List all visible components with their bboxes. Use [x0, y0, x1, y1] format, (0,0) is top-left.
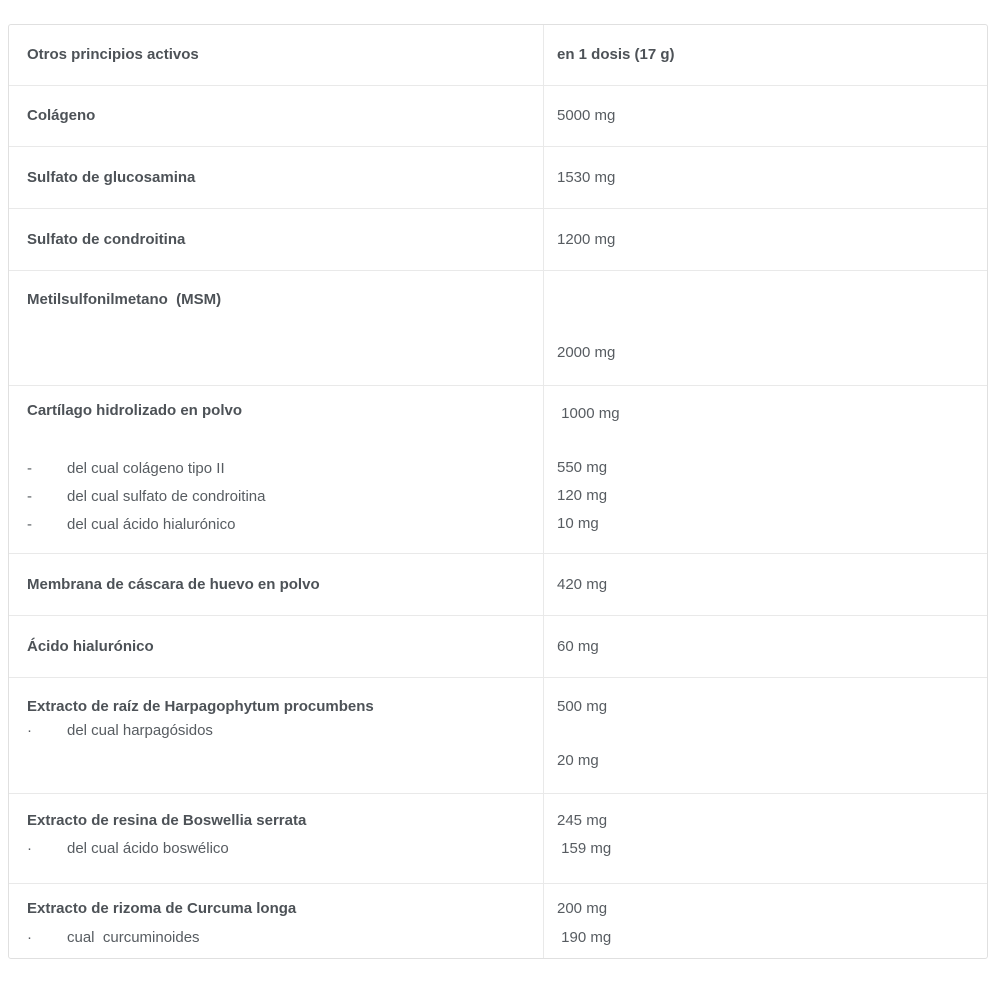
sub-ingredient-amount: 10 mg — [557, 515, 599, 532]
ingredient-amount: 500 mg — [557, 698, 608, 715]
ingredient-cell — [9, 678, 543, 793]
table-row — [9, 615, 987, 677]
ingredient-name: Extracto de raíz de Harpagophytum procumbens — [27, 698, 374, 715]
amount-cell — [543, 554, 987, 615]
ingredient-name: Colágeno — [27, 107, 96, 124]
ingredient-cell — [9, 147, 543, 208]
sub-ingredient-row — [27, 925, 533, 951]
ingredient-amount: 60 mg — [557, 637, 599, 655]
ingredient-cell — [9, 86, 543, 146]
sub-ingredient-name: cual curcuminoides — [67, 929, 200, 946]
ingredient-amount: 1530 mg — [557, 168, 616, 186]
ingredient-amount: 1200 mg — [557, 230, 616, 248]
ingredient-name: Metilsulfonilmetano (MSM) — [27, 291, 222, 308]
ingredients-table — [8, 24, 988, 959]
amount-cell — [543, 386, 987, 553]
sub-ingredient-name: del cual harpagósidos — [67, 722, 213, 739]
table-row — [9, 385, 987, 553]
ingredient-cell — [9, 884, 543, 958]
sub-ingredient-row — [27, 717, 533, 744]
table-row — [9, 553, 987, 615]
sub-ingredient-list — [27, 925, 533, 951]
ingredient-amount: 420 mg — [557, 575, 608, 593]
amount-cell — [543, 678, 987, 793]
amount-cell — [543, 209, 987, 270]
sub-ingredient-row — [27, 455, 533, 483]
sub-ingredient-list — [27, 836, 533, 862]
sub-ingredient-amount: 550 mg — [557, 459, 608, 476]
list-bullet: - — [27, 516, 32, 533]
ingredient-cell — [9, 794, 543, 883]
amount-cell — [543, 884, 987, 958]
ingredient-name: Sulfato de condroitina — [27, 230, 186, 248]
table-row — [9, 85, 987, 146]
sub-ingredient-amount: 190 mg — [557, 929, 612, 946]
ingredient-amount: 1000 mg — [557, 405, 620, 422]
amount-cell — [543, 794, 987, 883]
list-bullet: · — [27, 929, 32, 946]
table-row — [9, 146, 987, 208]
list-bullet: · — [27, 840, 32, 857]
ingredient-name: Ácido hialurónico — [27, 637, 154, 655]
table-row — [9, 677, 987, 793]
list-bullet: - — [27, 488, 32, 505]
sub-ingredient-name: del cual sulfato de condroitina — [67, 488, 266, 505]
table-row — [9, 270, 987, 385]
ingredient-amount: 245 mg — [557, 812, 608, 829]
sub-ingredient-row — [27, 511, 533, 539]
sub-amount-list — [557, 751, 979, 771]
ingredient-name: Cartílago hidrolizado en polvo — [27, 402, 243, 419]
sub-ingredient-amount: 120 mg — [557, 487, 608, 504]
table-row — [9, 208, 987, 270]
table-row — [9, 793, 987, 883]
header-cell-dose — [543, 25, 987, 85]
ingredient-cell — [9, 386, 543, 553]
ingredient-cell — [9, 271, 543, 385]
ingredient-amount: 2000 mg — [557, 344, 616, 361]
sub-ingredient-amount: 20 mg — [557, 752, 599, 769]
ingredient-name: Membrana de cáscara de huevo en polvo — [27, 575, 320, 593]
column-header-dose: en 1 dosis (17 g) — [557, 46, 675, 63]
table-row — [9, 883, 987, 958]
ingredient-amount: 200 mg — [557, 900, 608, 917]
header-cell-ingredients — [9, 25, 543, 85]
ingredient-cell — [9, 554, 543, 615]
sub-ingredient-list — [27, 455, 533, 539]
ingredient-name: Extracto de rizoma de Curcuma longa — [27, 900, 297, 917]
sub-amount-list — [557, 928, 979, 948]
sub-ingredient-row — [27, 483, 533, 511]
list-bullet: - — [27, 460, 32, 477]
ingredient-name: Extracto de resina de Boswellia serrata — [27, 812, 307, 829]
ingredient-amount: 5000 mg — [557, 107, 616, 124]
amount-cell — [543, 271, 987, 385]
sub-ingredient-row — [27, 836, 533, 862]
list-bullet: · — [27, 722, 32, 739]
table-header-row — [9, 25, 987, 85]
ingredient-cell — [9, 616, 543, 677]
sub-ingredient-name: del cual colágeno tipo II — [67, 460, 225, 477]
sub-ingredient-name: del cual ácido hialurónico — [67, 516, 236, 533]
sub-ingredient-name: del cual ácido boswélico — [67, 840, 229, 857]
column-header-ingredients: Otros principios activos — [27, 46, 199, 63]
amount-cell — [543, 616, 987, 677]
sub-ingredient-amount: 159 mg — [557, 840, 612, 857]
sub-amount-list — [557, 454, 979, 538]
amount-cell — [543, 86, 987, 146]
sub-amount-list — [557, 839, 979, 859]
amount-cell — [543, 147, 987, 208]
sub-ingredient-list — [27, 717, 533, 744]
ingredient-cell — [9, 209, 543, 270]
ingredient-name: Sulfato de glucosamina — [27, 168, 196, 186]
